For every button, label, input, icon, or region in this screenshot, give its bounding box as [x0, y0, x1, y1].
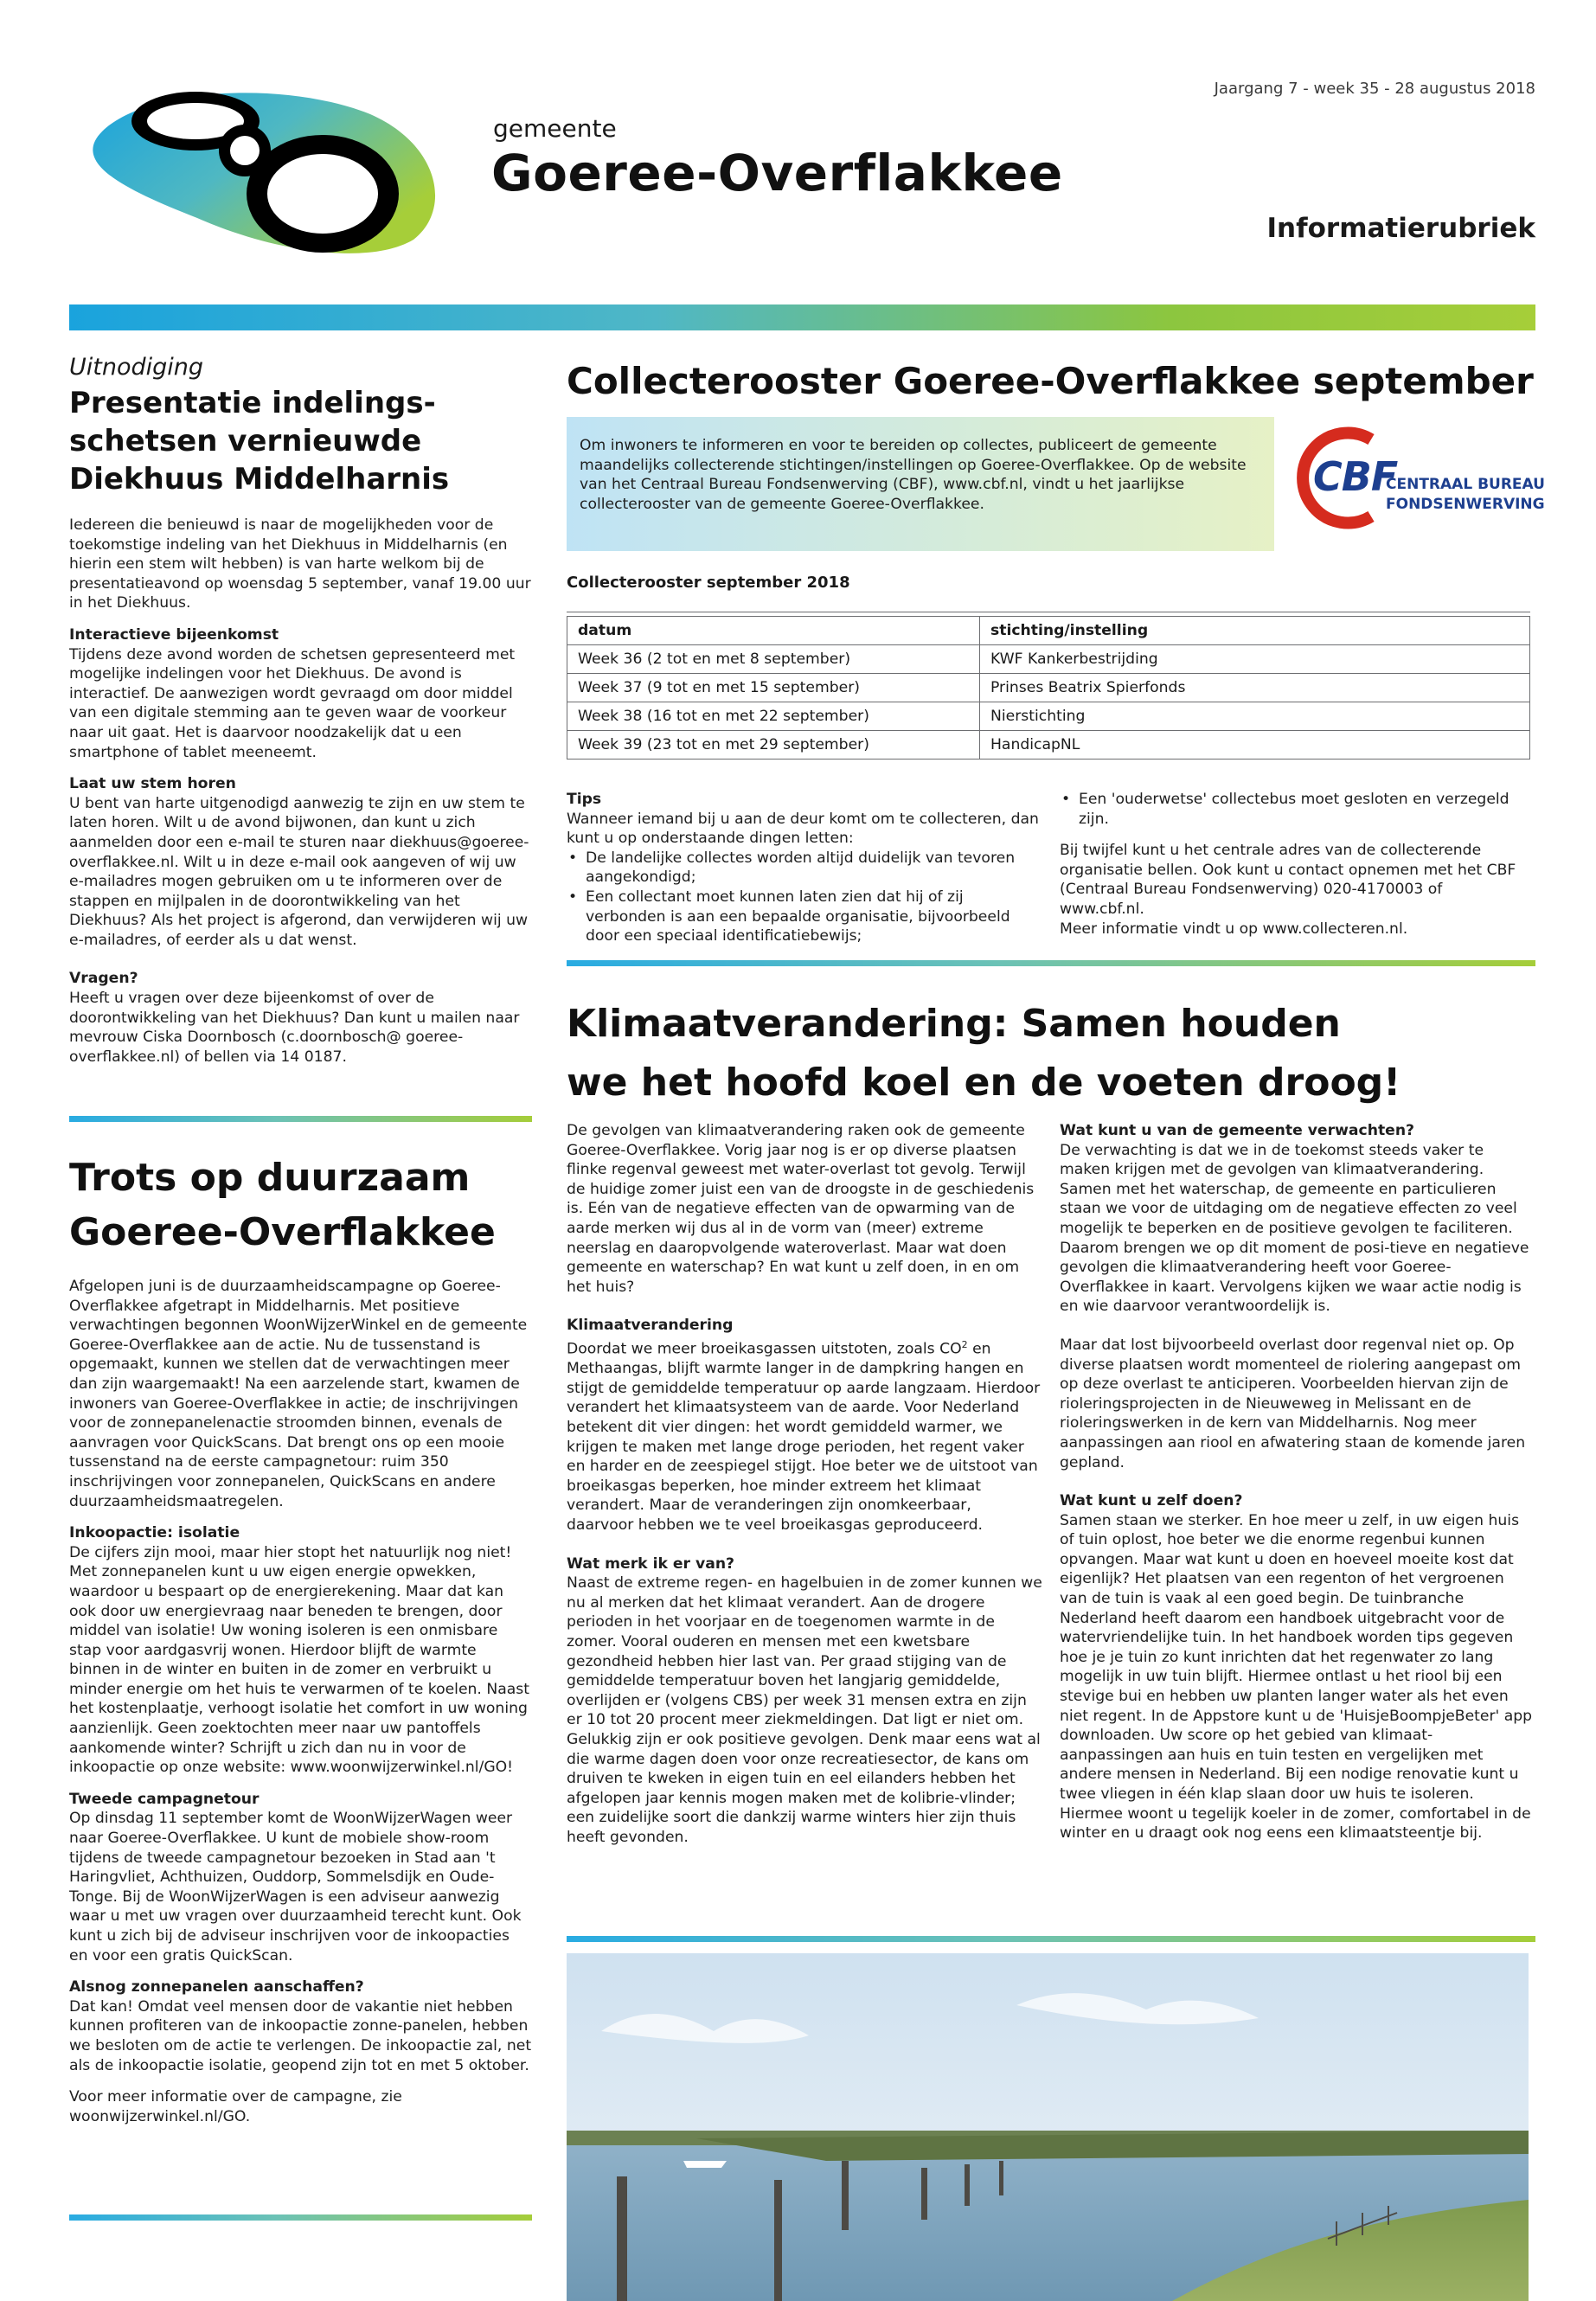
klimaat-s1-text-b: en Methaangas, blijft warmte langer in de dampkring hangen en stijgt de gemiddelde temperatuur op aarde langzaam. Hierdoor verandert het klimaatsysteem van de aarde. Voor Nederland betekent dit vier dingen: het wordt gemiddeld warmer, we krijgen te maken met lange droge perioden, het regent vaker en harder en de zeespiegel stijgt. Hoe beter we de uitstoot van broeikasgas beperken, hoe minder extreem het klimaat verandert. Maar de veranderingen zijn onomkeerbaar, daarvoor hebben we te veel broeikasgas geproduceerd. — [567, 1340, 1041, 1535]
klimaat-s4-title: Wat kunt u zelf doen? — [1060, 1492, 1243, 1510]
cbf-logo-line1: CENTRAAL BUREAU — [1386, 476, 1545, 493]
klimaat-s2-text: Naast de extreme regen- en hagelbuien in de zomer kunnen we nu al merken dat het klimaat verandert. Aan de drogere perioden in het voorjaar en de toegenomen warmte in de zomer. Vooral ouderen en mensen met een kwetsbare gezondheid hebben hier last van. Per graad stijging van de gemiddelde temperatuur boven het langjarig gemiddelde, overlijden er (volgens CBS) per week 31 mensen extra en zijn er 10 tot 20 procent meer ziekmeldingen. Dat ligt er niet om. Gelukkig zijn er ook positieve gevolgen. Denk maar eens wat al die warme dagen doen voor onze recreatiesector, de kans om druiven te kweken in eigen tuin en eel eilanders hebben het afgelopen jaar kennis mogen maken met de kolibrie-vlinder; een zuidelijke soort die dankzij warme winters hier zijn thuis heeft gevonden. — [567, 1574, 1042, 1846]
tips-list-cont — [1060, 790, 1531, 829]
klimaat-s3-title: Wat kunt u van de gemeente verwachten? — [1060, 1122, 1415, 1139]
municipality-logo — [67, 80, 448, 261]
municipality-name: Goeree-Overflakkee — [491, 144, 1063, 202]
trots-s2-text: Op dinsdag 11 september komt de WoonWijzerWagen weer naar Goeree-Overflakkee. U kunt de mobiele show-room tijdens de tweede campagnetour bezoeken in Stad aan 't Haringvliet, Achthuizen, Ouddorp, Sommelsdijk en Oude-Tonge. Bij de WoonWijzerWagen is een adviseur aanwezig waar u met uw vragen over duurzaamheid terecht kunt. Ook kunt u zich bij de adviseur inschrijven voor de inkoopacties en voor een gratis QuickScan. — [69, 1810, 522, 1965]
tip-item: • Een collectant moet kunnen laten zien dat hij of zij verbonden is aan een bepaalde organisatie, bijvoorbeeld door een speciaal identificatiebewijs; — [586, 888, 1042, 946]
klimaat-intro: De gevolgen van klimaatverandering raken ook de gemeente Goeree-Overflakkee. Vorig jaar nog is er op diverse plaatsen flinke regenval geweest met water-overlast tot gevolg. Terwijl de huidige zomer juist een van de droogste in de geschiedenis is. Eén van de negatieve effecten van de opwarming van de aarde merken wij dus al in de vorm van (meer) extreme neerslag en daaropvolgende wateroverlast. Maar wat doen gemeente en waterschap? En wat kunt u zelf doen, in en om het huis? — [567, 1122, 1035, 1296]
col-datum: datum — [567, 617, 980, 645]
trots-article — [69, 1150, 532, 2126]
diekhuus-s3-text: Heeft u vragen over deze bijeenkomst of over de doorontwikkeling van het Diekhuus? Dan kunt u mailen naar mevrouw Ciska Doornbosch (c.doornbosch@ goeree-overflakkee.nl) of bellen via 14 0187. — [69, 990, 520, 1066]
row-stichting: HandicapNL — [980, 731, 1530, 760]
collecte-table — [567, 616, 1530, 760]
tips-title: Tips — [567, 791, 602, 808]
waterfront-photo — [567, 1953, 1529, 2301]
cbf-logo-text: CBF — [1313, 453, 1398, 500]
diekhuus-s1-title: Interactieve bijeenkomst — [69, 625, 279, 644]
trots-title-line-1: Trots op duurzaam — [69, 1156, 471, 1200]
trots-s3-text: Dat kan! Omdat veel mensen door de vakantie niet hebben kunnen profiteren van de inkoopactie zonne-panelen, hebben we besloten om de actie te verlengen. De inkoopactie zal, net als de inkoopactie isolatie, geopend zijn tot en met 5 oktober. — [69, 1997, 532, 2074]
trots-intro: Afgelopen juni is de duurzaamheidscampagne op Goeree-Overflakkee afgetrapt in Middelharnis. Met positieve verwachtingen begonnen WoonWijzerWinkel en de gemeente Goeree-Overflakkee aan de actie. Nu de tussenstand is opgemaakt, kunnen we stellen dat de verwachtingen meer dan zijn waargemaakt! Na een aarzelende start, kwamen de inwoners van Goeree-Overflakkee in actie; de inschrijvingen voor de zonnepanelenactie stroomden binnen, evenals de aanvragen voor QuickScans. Dat brengt ons op een mooie tussenstand na de eerste campagnetour: ruim 350 inschrijvingen voor zonnepanelen, QuickScans en andere duurzaamheidsmaatregelen. — [69, 1278, 528, 1510]
klimaat-s3-text2: Maar dat lost bijvoorbeeld overlast door regenval niet op. Op diverse plaatsen wordt momenteel de riolering aangepast om op deze overlast te anticiperen. Voorbeelden hiervan zijn de rioleringsprojecten in de Nieuweweg in Melissant en de rioleringswerken in de kern van Middelharnis. Nog meer aanpassingen aan riool en afwatering staan de komende jaren gepland. — [1060, 1336, 1526, 1471]
tips-right — [1060, 790, 1531, 939]
photo-pier-post — [999, 2161, 1003, 2195]
photo-pier-post — [965, 2164, 970, 2206]
trots-s2-title: Tweede campagnetour — [69, 1790, 260, 1808]
trots-title-line-2: Goeree-Overflakkee — [69, 1210, 496, 1254]
issue-line: Jaargang 7 - week 35 - 28 augustus 2018 — [1214, 80, 1535, 98]
row-stichting: KWF Kankerbestrijding — [980, 645, 1530, 674]
diekhuus-s2-title: Laat uw stem horen — [69, 775, 236, 793]
trots-s1-text: De cijfers zijn mooi, maar hier stopt het natuurlijk nog niet! Met zonnepanelen kunt u uw eigen energie opwekken, waardoor u bespaart op de energierekening. Maar dat kan ook door uw energievraag naar beneden te brengen, door middel van isolatie! Uw woning isoleren is een onmisbare stap voor aardgasvrij wonen. Hierdoor blijft de warmte binnen in de winter en buiten in de zomer en verbruikt u minder energie om het huis te verwarmen of te koelen. Naast het kostenplaatje, verhoogt isolatie het comfort in uw woning aanzienlijk. Geen zoektochten meer naar uw pantoffels aankomende winter? Schrijft u zich dan nu in voor de inkoopactie op onze website: www.woonwijzerwinkel.nl/GO! — [69, 1543, 529, 1777]
photo-boat — [683, 2161, 727, 2168]
divider-right-1 — [567, 960, 1535, 966]
trots-s3-title: Alsnog zonnepanelen aanschaffen? — [69, 1978, 364, 1997]
diekhuus-article — [69, 353, 532, 1067]
diekhuus-intro: Iedereen die benieuwd is naar de mogelijkheden voor de toekomstige indeling van het Diekhuus in Middelharnis (en hierin een stem wilt hebben) is van harte welkom bij de presentatieavond op woensdag 5 september, vanaf 19.00 uur in het Diekhuus. — [69, 516, 531, 612]
table-row — [567, 674, 1530, 702]
divider-right-2 — [567, 1936, 1535, 1942]
klimaat-title-line-2: we het hoofd koel en de voeten droog! — [567, 1061, 1401, 1105]
diekhuus-s3-title: Vragen? — [69, 970, 138, 988]
collecte-table-title: Collecterooster september 2018 — [567, 574, 850, 592]
tips-list — [567, 849, 1042, 946]
photo-pier-post — [617, 2176, 627, 2301]
table-row — [567, 702, 1530, 731]
klimaat-s3-text: De verwachting is dat we in de toekomst steeds vaker te maken krijgen met de gevolgen van klimaatverandering. Samen met het waterschap, de gemeente en particulieren staan we voor de uitdaging om de negatieve effecten zo veel mogelijk te beperken en de positieve gevolgen te faciliteren. Daarom brengen we op dit moment de posi-tieve en negatieve gevolgen die klimaatverandering heeft voor Goeree-Overflakkee in kaart. Vervolgens kijken we waar actie nodig is en wie daarvoor verantwoordelijk is. — [1060, 1141, 1529, 1316]
divider-left — [69, 1116, 532, 1122]
header-gradient-bar — [69, 304, 1535, 330]
cbf-logo-line2: FONDSENWERVING — [1386, 496, 1545, 513]
cbf-logo — [1289, 424, 1545, 541]
col-stichting: stichting/instelling — [980, 617, 1530, 645]
photo-pier-post — [921, 2168, 927, 2220]
row-datum: Week 38 (16 tot en met 22 september) — [567, 702, 980, 731]
klimaat-s1-text-a: Doordat we meer broeikasgassen uitstoten, zoals CO — [567, 1340, 962, 1358]
klimaat-title-line-1: Klimaatverandering: Samen houden — [567, 1002, 1341, 1046]
collecte-intro-box — [567, 417, 1274, 551]
table-header-row — [567, 617, 1530, 645]
photo-pier-post — [774, 2180, 782, 2301]
tips-left — [567, 790, 1042, 946]
row-datum: Week 37 (9 tot en met 15 september) — [567, 674, 980, 702]
collecte-intro: Om inwoners te informeren en voor te bereiden op collectes, publiceert de gemeente maandelijks collecterende stichtingen/instellingen op Goeree-Overflakkee. Op de website van het Centraal Bureau Fondsenwerving (CBF), www.cbf.nl, vindt u het jaarlijkse collecterooster van de gemeente Goeree-Overflakkee. — [580, 437, 1247, 513]
trots-title — [69, 1150, 532, 1259]
klimaat-col-1 — [567, 1121, 1042, 1848]
photo-pier-post — [842, 2161, 849, 2230]
collecte-twijfel: Bij twijfel kunt u het centrale adres van de collecterende organisatie bellen. Ook kunt u contact opnemen met het CBF (Centraal Bureau Fondsenwerving) 020-4170003 of www.cbf.nl. — [1060, 842, 1516, 918]
tip-item: • De landelijke collectes worden altijd duidelijk van tevoren aangekondigd; — [586, 849, 1042, 888]
klimaat-s4-text: Samen staan we sterker. En hoe meer u zelf, in uw eigen huis of tuin oplost, hoe beter we die enorme regenbui kunnen opvangen. Maar wat kunt u doen en hoeveel moeite kost dat eigenlijk? Het plaatsen van een regenton of het vergroenen van de tuin is vaak al een goed begin. De tuinbranche Nederland heeft daarom een handboek uitgebracht voor de watervriendelijke tuin. In het handboek worden tips gegeven hoe je je tuin zo kunt inrichten dat het regenwater zo lang mogelijk in uw tuin blijft. Hiermee ontlast u het riool bij een stevige bui en hebben uw planten langer water als het even niet regent. In de Appstore kunt u de 'HuisjeBoompjeBeter' app downloaden. Uw score op het gebied van klimaat-aanpassingen aan huis en tuin testen en vergelijken met andere mensen in Nederland. Bij een nodige renovatie kunt u twee vliegen in één klap slaan door uw huis te isoleren. Hiermee woont u tegelijk koeler in de zomer, comfortabel in de winter en u draagt ook nog eens een klimaatsteentje bij. — [1060, 1511, 1533, 1843]
table-row — [567, 731, 1530, 760]
tip-item: • Een 'ouderwetse' collectebus moet gesloten en verzegeld zijn. — [1079, 790, 1531, 829]
tips-intro: Wanneer iemand bij u aan de deur komt om te collecteren, dan kunt u op onderstaande dingen letten: — [567, 810, 1039, 848]
diekhuus-title-line-3: Diekhuus Middelharnis — [69, 462, 450, 497]
row-datum: Week 39 (23 tot en met 29 september) — [567, 731, 980, 760]
divider-bottom-left — [69, 2214, 532, 2221]
klimaat-title — [567, 995, 1544, 1112]
row-datum: Week 36 (2 tot en met 8 september) — [567, 645, 980, 674]
klimaat-s1-title: Klimaatverandering — [567, 1317, 734, 1335]
diekhuus-title — [69, 384, 532, 498]
co2-subscript: 2 — [961, 1338, 968, 1350]
collecte-title: Collecterooster Goeree-Overflakkee september — [567, 360, 1534, 402]
row-stichting: Prinses Beatrix Spierfonds — [980, 674, 1530, 702]
diekhuus-s2-text: U bent van harte uitgenodigd aanwezig te zijn en uw stem te laten horen. Wilt u de avond bijwonen, dan kunt u zich aanmelden door een e-mail te sturen naar diekhuus@goeree-overflakkee.nl. Wilt u in deze e-mail ook aangeven of wij uw e-mailadres mogen gebruiken om u te informeren over de stappen en mijlpalen in de doorontwikkeling van het Diekhuus? Als het project is afgerond, dan verwijderen wij uw e-mailadres, of eerder als u dat wenst. — [69, 794, 529, 949]
trots-outro: Voor meer informatie over de campagne, zie woonwijzerwinkel.nl/GO. — [69, 2088, 402, 2125]
klimaat-col-2 — [1060, 1121, 1535, 1843]
klimaat-s1-text — [567, 1336, 1042, 1535]
municipality-prefix: gemeente — [493, 114, 617, 143]
diekhuus-s1-text: Tijdens deze avond worden de schetsen gepresenteerd met mogelijke indelingen voor het Diekhuus. De avond is interactief. De aanwezigen wordt gevraagd om door middel van een digitale stemming aan te geven waar de voorkeur naar uit gaat. Het is daarvoor noodzakelijk dat u een smartphone of tablet meeneemt. — [69, 645, 516, 761]
diekhuus-title-line-1: Presentatie indelings- — [69, 386, 436, 420]
row-stichting: Nierstichting — [980, 702, 1530, 731]
rubric-label: Informatierubriek — [1266, 213, 1535, 244]
diekhuus-kicker: Uitnodiging — [69, 354, 204, 381]
klimaat-s2-title: Wat merk ik er van? — [567, 1554, 735, 1573]
diekhuus-title-line-2: schetsen vernieuwde — [69, 424, 422, 458]
table-row — [567, 645, 1530, 674]
trots-s1-title: Inkoopactie: isolatie — [69, 1524, 240, 1542]
collecte-meer: Meer informatie vindt u op www.collecteren.nl. — [1060, 920, 1408, 938]
